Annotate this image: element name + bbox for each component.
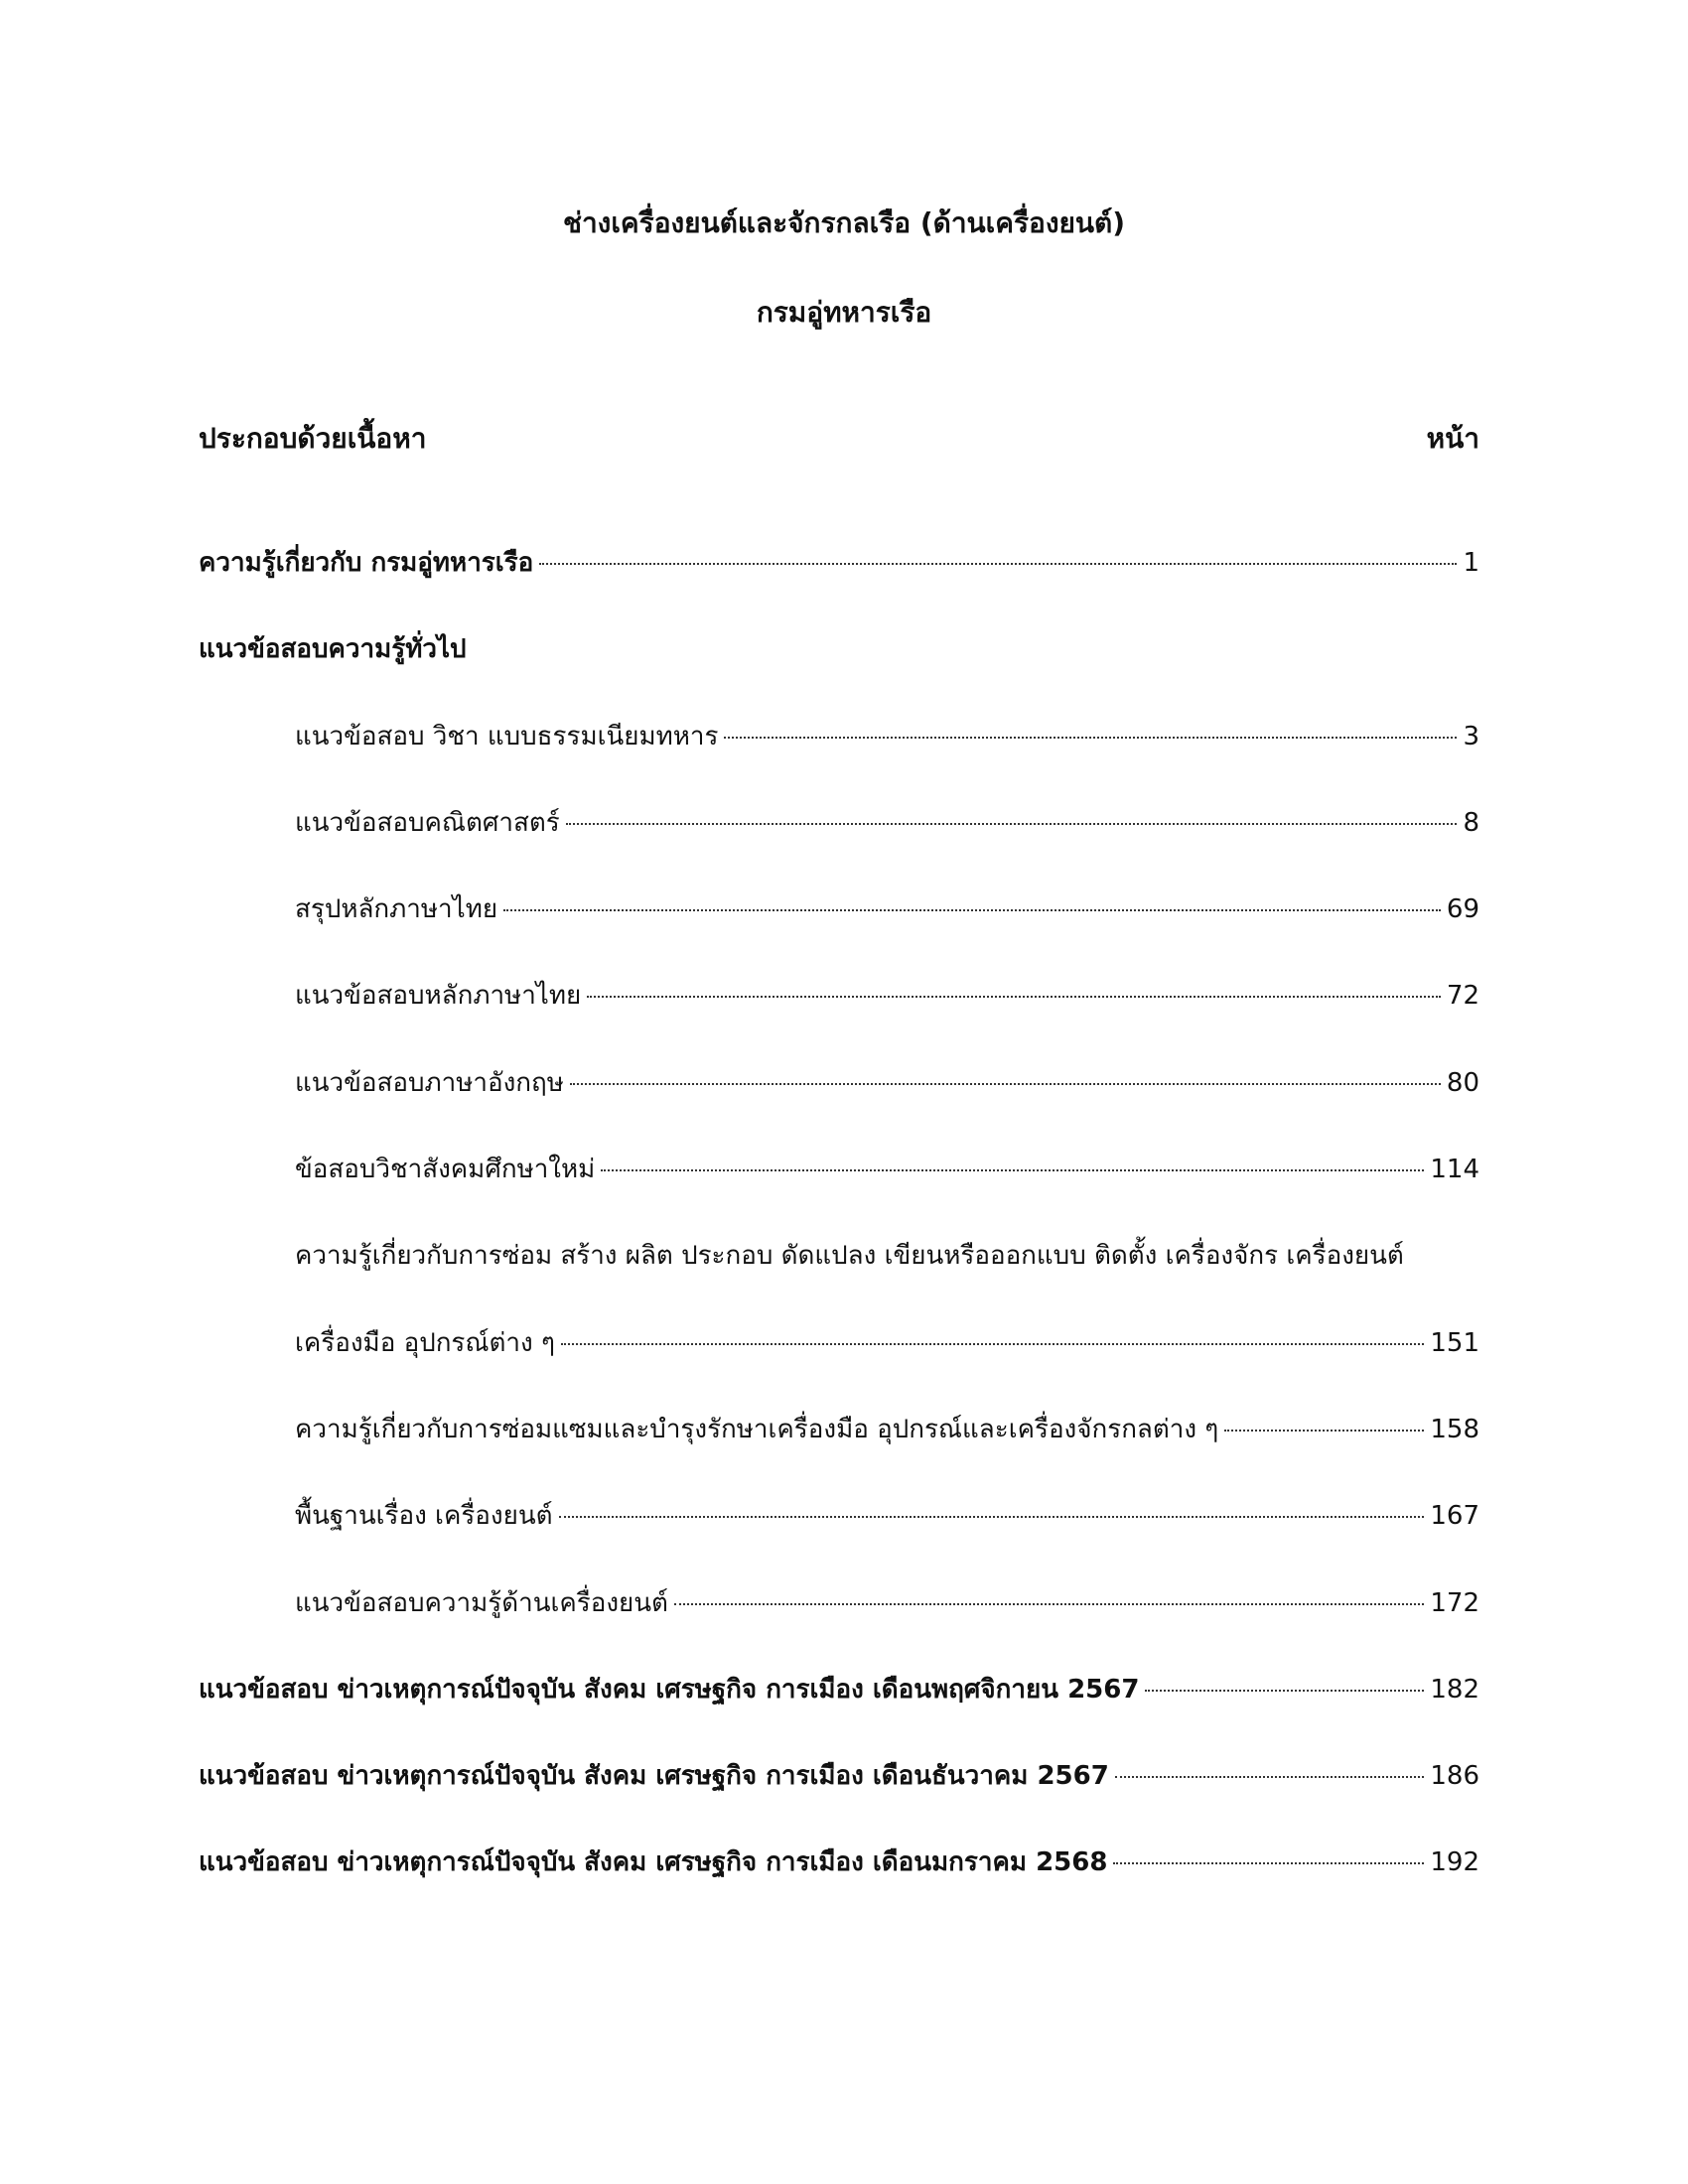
toc-entry-page: 192 [1430, 1847, 1479, 1878]
toc-entry-page: 167 [1430, 1501, 1479, 1532]
toc-entry [199, 1150, 1479, 1236]
toc-entry-page: 186 [1430, 1761, 1479, 1792]
dot-leader [601, 1169, 1424, 1171]
toc-entry [199, 629, 1479, 716]
dot-leader [1224, 1430, 1424, 1432]
toc-entry [199, 1323, 1479, 1410]
toc-entry-page: 1 [1463, 548, 1479, 578]
toc-entry-text: แนวข้อสอบ ข่าวเหตุการณ์ปัจจุบัน สังคม เศรษฐกิจ การเมือง เดือนธันวาคม 2567 [199, 1761, 1109, 1792]
toc-entry [199, 976, 1479, 1062]
dot-leader [724, 737, 1457, 739]
toc-entry [199, 1670, 1479, 1756]
toc-entry-text: เครื่องมือ อุปกรณ์ต่าง ๆ [295, 1327, 555, 1358]
dot-leader [1115, 1776, 1425, 1778]
toc-entry-text: ความรู้เกี่ยวกับการซ่อม สร้าง ผลิต ประกอบ ดัดแปลง เขียนหรือออกแบบ ติดตั้ง เครื่องจักร เครื่องยนต์ [295, 1241, 1404, 1272]
toc-entry-page: 172 [1430, 1587, 1479, 1618]
toc-entry-text: แนวข้อสอบความรู้ทั่วไป [199, 634, 467, 665]
toc-entry-page: 151 [1430, 1327, 1479, 1358]
dot-leader [503, 909, 1441, 911]
toc-entry [199, 543, 1479, 629]
toc-entry [199, 1410, 1479, 1496]
toc-entry-text: แนวข้อสอบ ข่าวเหตุการณ์ปัจจุบัน สังคม เศรษฐกิจ การเมือง เดือนพฤศจิกายน 2567 [199, 1674, 1140, 1705]
dot-leader [587, 996, 1441, 998]
dot-leader [570, 1083, 1441, 1085]
dot-leader [1113, 1862, 1424, 1864]
toc-entry-text: แนวข้อสอบความรู้ด้านเครื่องยนต์ [295, 1587, 668, 1618]
toc-entry-page: 72 [1446, 981, 1479, 1012]
toc-entry-text: ข้อสอบวิชาสังคมศึกษาใหม่ [295, 1155, 596, 1185]
toc-entry-text: ความรู้เกี่ยวกับการซ่อมแซมและบำรุงรักษาเครื่องมือ อุปกรณ์และเครื่องจักรกลต่าง ๆ [295, 1414, 1219, 1444]
toc-entry-text: แนวข้อสอบหลักภาษาไทย [295, 981, 582, 1012]
document-subtitle: กรมอู่ทหารเรือ [756, 296, 932, 329]
toc-entry [199, 889, 1479, 976]
toc-header [199, 417, 1479, 461]
table-of-contents [199, 543, 1479, 1930]
toc-entry-text: พื้นฐานเรื่อง เครื่องยนต์ [295, 1501, 553, 1532]
toc-entry [199, 1063, 1479, 1150]
toc-entry-page: 158 [1430, 1414, 1479, 1444]
toc-entry [199, 1496, 1479, 1582]
toc-entry-page: 3 [1463, 721, 1479, 751]
toc-entry-text: แนวข้อสอบภาษาอังกฤษ [295, 1067, 564, 1098]
toc-entry-text: แนวข้อสอบ ข่าวเหตุการณ์ปัจจุบัน สังคม เศรษฐกิจ การเมือง เดือนมกราคม 2568 [199, 1847, 1108, 1878]
dot-leader [561, 1343, 1424, 1345]
dot-leader [1145, 1690, 1424, 1692]
toc-header-page-label: หน้า [1426, 422, 1479, 455]
toc-entry [199, 717, 1479, 803]
dot-leader [674, 1603, 1424, 1605]
toc-entry-page: 182 [1430, 1674, 1479, 1705]
dot-leader [539, 563, 1457, 565]
document-title: ช่างเครื่องยนต์และจักรกลเรือ (ด้านเครื่องยนต์) [562, 206, 1126, 239]
toc-header-contents-label: ประกอบด้วยเนื้อหา [199, 422, 427, 455]
dot-leader [566, 823, 1458, 825]
toc-entry [199, 1756, 1479, 1843]
toc-entry [199, 1843, 1479, 1929]
toc-entry-text: แนวข้อสอบคณิตศาสตร์ [295, 807, 560, 838]
toc-entry-page: 80 [1446, 1067, 1479, 1098]
toc-entry-text: สรุปหลักภาษาไทย [295, 894, 498, 925]
toc-entry-page: 8 [1463, 807, 1479, 838]
dot-leader [559, 1516, 1425, 1518]
toc-entry [199, 803, 1479, 889]
toc-entry-page: 114 [1430, 1155, 1479, 1185]
toc-entry [199, 1583, 1479, 1670]
toc-entry-text: แนวข้อสอบ วิชา แบบธรรมเนียมทหาร [295, 721, 719, 751]
toc-entry [199, 1236, 1479, 1322]
toc-entry-page: 69 [1446, 894, 1479, 925]
toc-entry-text: ความรู้เกี่ยวกับ กรมอู่ทหารเรือ [199, 548, 534, 578]
